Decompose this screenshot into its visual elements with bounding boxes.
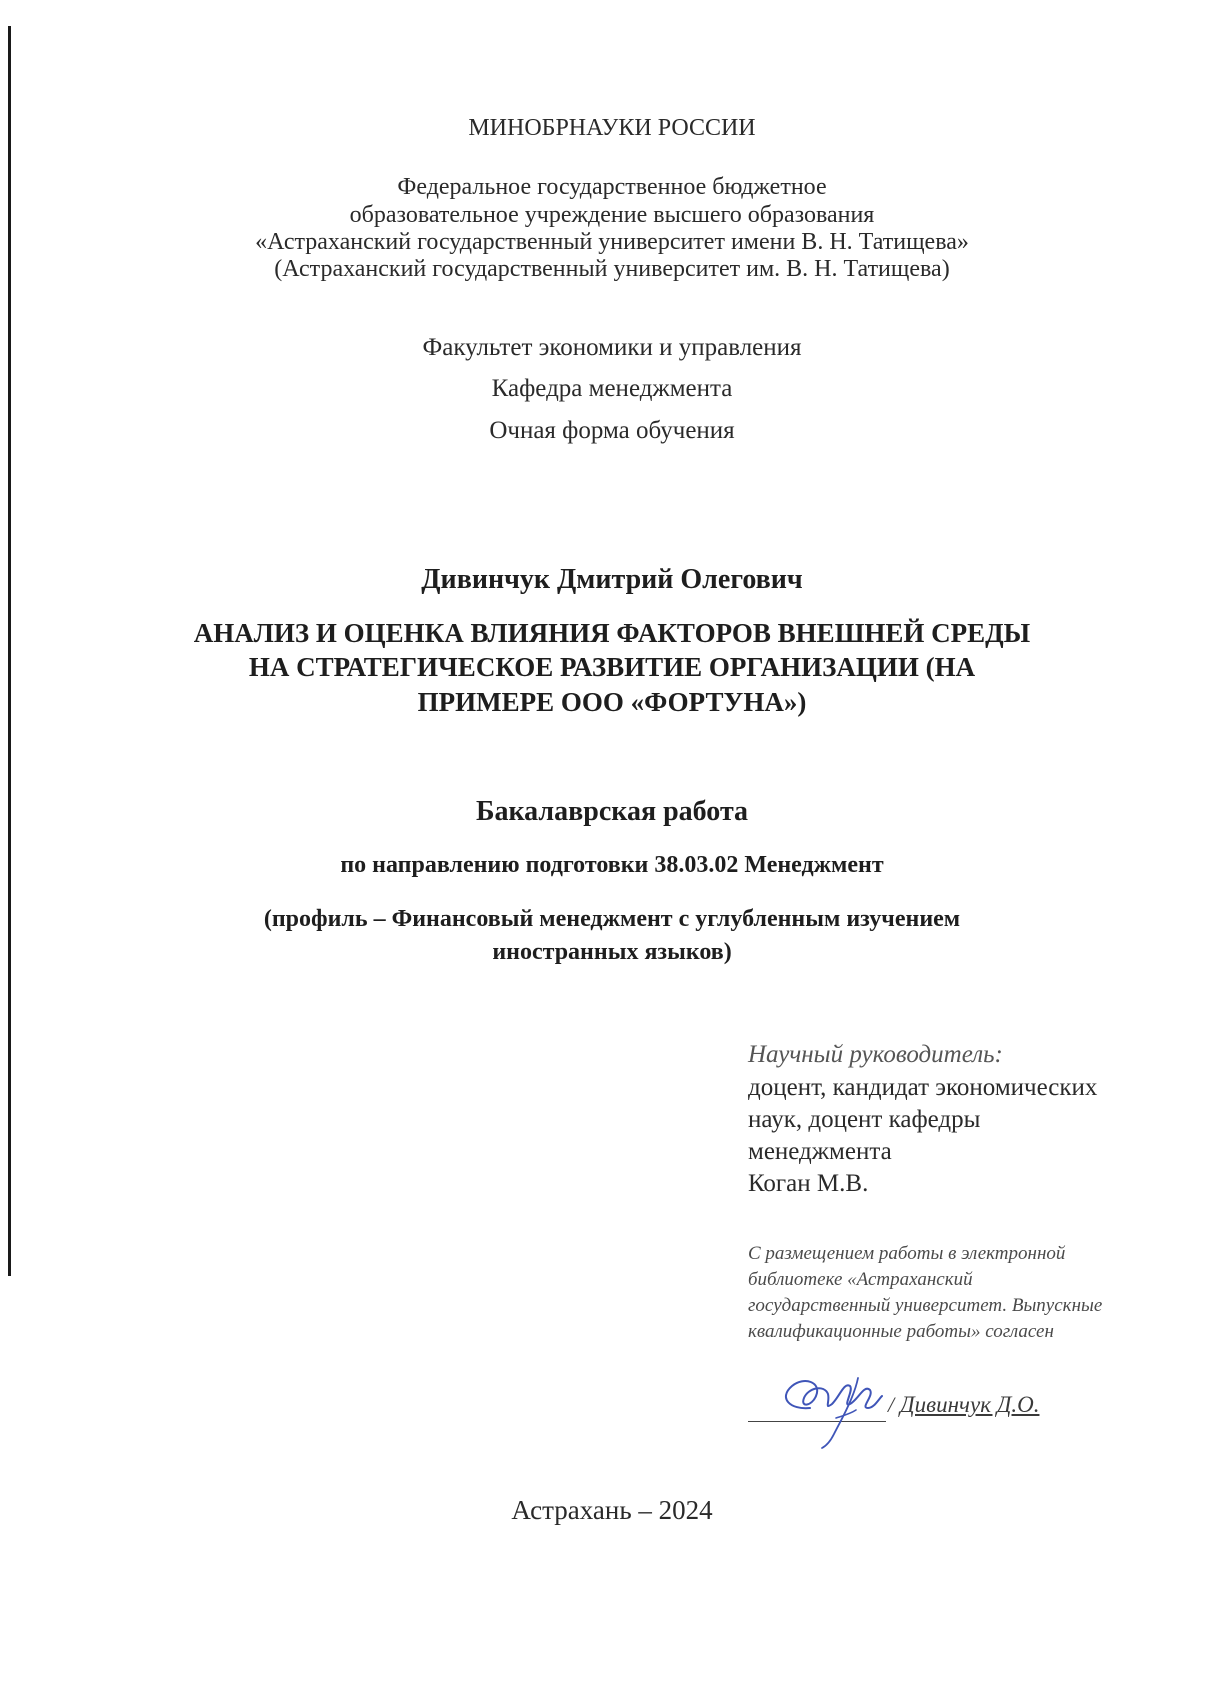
supervisor-line-1: доцент, кандидат экономических [748, 1074, 1098, 1101]
study-form: Очная форма обучения [489, 417, 735, 444]
signature-slash: / [888, 1392, 895, 1417]
consent-line-1: С размещением работы в электронной [748, 1243, 1066, 1264]
institution-line-4: (Астраханский государственный университет им. В. Н. Татищева) [274, 256, 950, 282]
profile-line-1: (профиль – Финансовый менеджмент с углубленным изучением [263, 906, 961, 932]
consent-line-2: библиотеке «Астраханский [748, 1269, 973, 1290]
ministry-name: МИНОБРНАУКИ РОССИИ [468, 115, 756, 141]
handwritten-signature [770, 1338, 890, 1458]
supervisor-name: Коган М.В. [748, 1170, 869, 1197]
supervisor-line-2: наук, доцент кафедры [748, 1106, 981, 1133]
institution-line-2: образовательное учреждение высшего образования [349, 202, 875, 228]
profile-line-2: иностранных языков) [492, 939, 732, 965]
supervisor-label: Научный руководитель: [748, 1041, 1003, 1068]
thesis-title-line-2: НА СТРАТЕГИЧЕСКОЕ РАЗВИТИЕ ОРГАНИЗАЦИИ (НА [248, 652, 976, 682]
supervisor-line-3: менеджмента [748, 1138, 892, 1165]
consent-line-3: государственный университет. Выпускные [748, 1295, 1103, 1316]
institution-line-1: Федеральное государственное бюджетное [397, 174, 827, 200]
department-name: Кафедра менеджмента [491, 375, 733, 402]
work-type: Бакалаврская работа [475, 796, 749, 827]
city-year: Астрахань – 2024 [511, 1495, 713, 1525]
consent-line-4: квалификационные работы» согласен [748, 1321, 1054, 1342]
author-name: Дивинчук Дмитрий Олегович [421, 564, 803, 595]
thesis-title-line-3: ПРИМЕРЕ ООО «ФОРТУНА») [417, 687, 807, 717]
thesis-title-line-1: АНАЛИЗ И ОЦЕНКА ВЛИЯНИЯ ФАКТОРОВ ВНЕШНЕЙ СРЕДЫ [193, 618, 1031, 648]
institution-line-3: «Астраханский государственный университет имени В. Н. Татищева» [255, 229, 969, 255]
signer-name: Дивинчук Д.О. [900, 1392, 1040, 1417]
study-direction: по направлению подготовки 38.03.02 Менеджмент [340, 852, 884, 878]
faculty-name: Факультет экономики и управления [422, 334, 802, 361]
